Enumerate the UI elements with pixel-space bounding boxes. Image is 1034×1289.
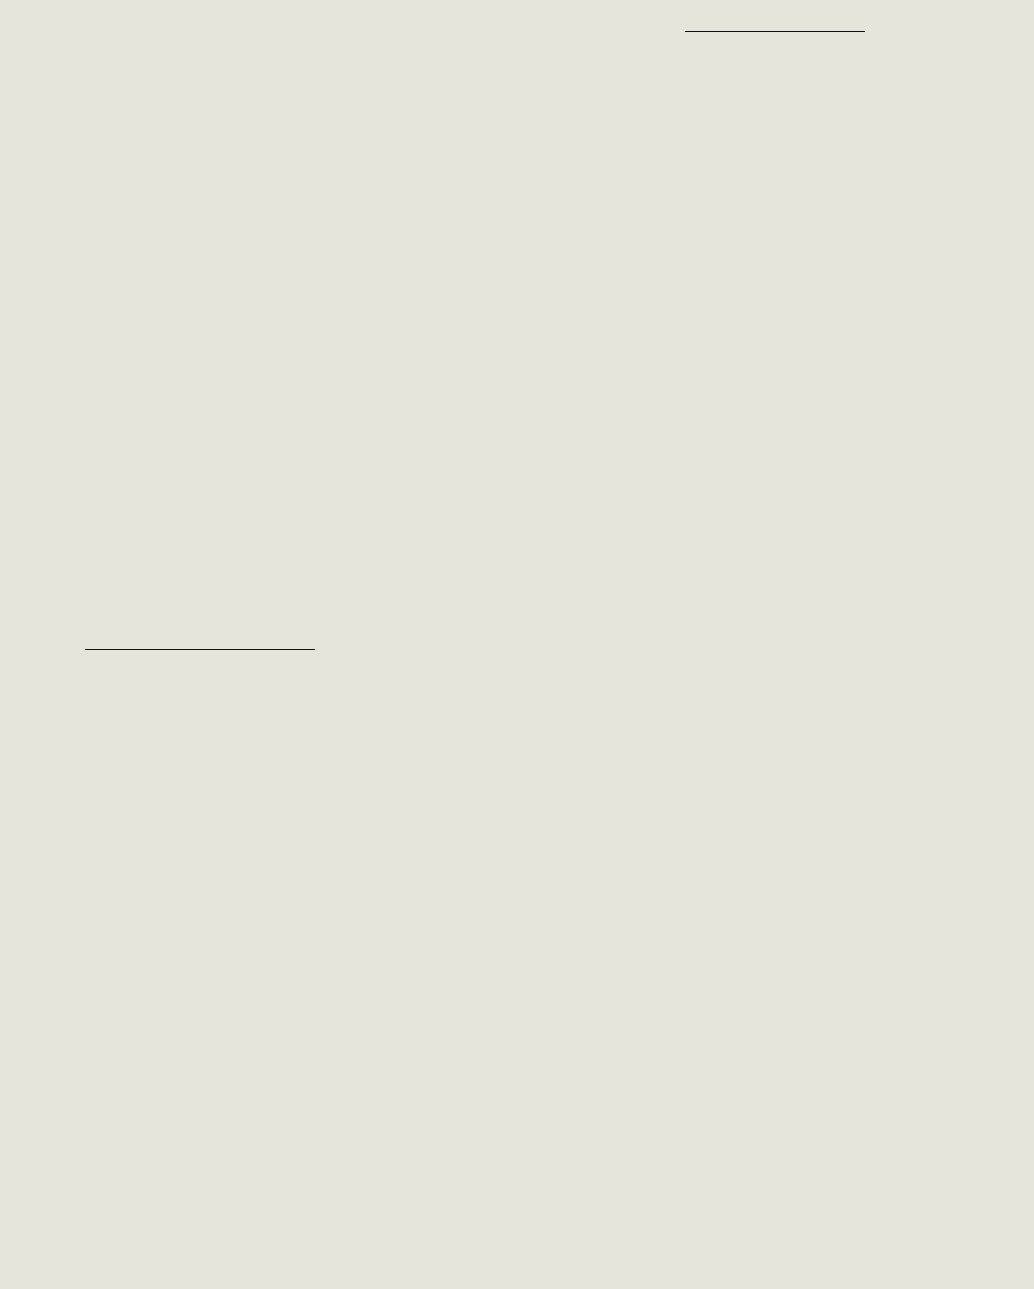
top-table-header [45,30,1034,80]
bottom-table-header [45,648,1034,698]
destination-1 [685,30,865,32]
route-destination [685,30,865,32]
origin-1 [85,648,315,650]
route-origin [85,648,315,650]
